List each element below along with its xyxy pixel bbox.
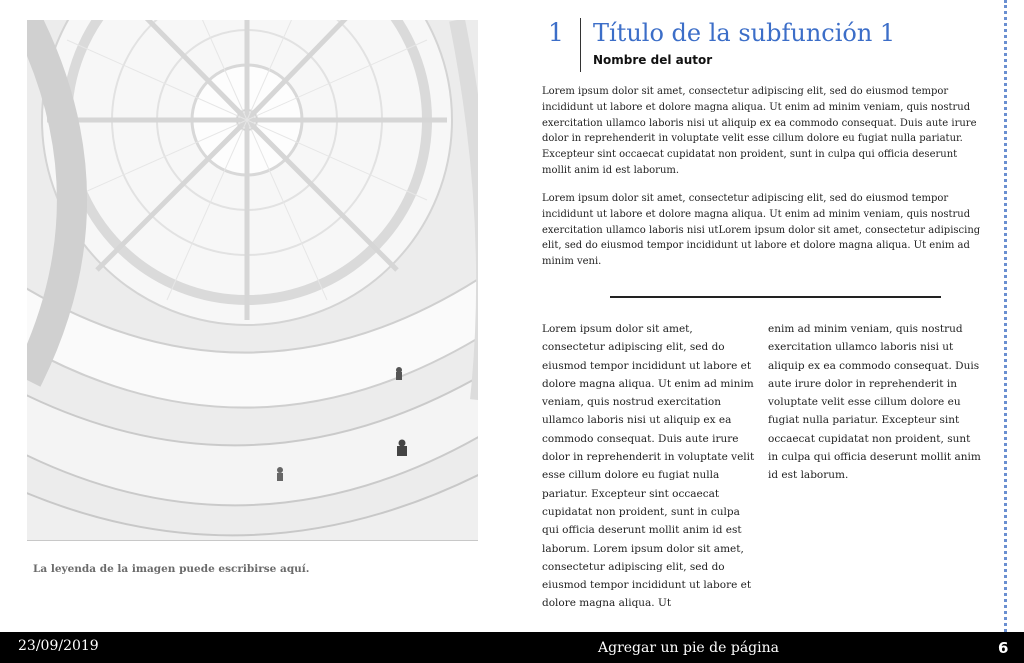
intro-paragraph-2: Lorem ipsum dolor sit amet, consectetur adipiscing elit, sed do eiusmod tempor incididunt ut labore et dolore magna aliqua. Ut enim ad minim veniam, quis nostrud exercitation ullamco laboris nisi utLorem ipsum dolor sit amet, consectetur adipiscing elit, sed do eiusmod tempor incididunt ut labore et dolore magna aliqua. Ut enim ad minim veni. [542, 193, 981, 268]
page-footer [0, 632, 1024, 663]
intro-paragraph-1: Lorem ipsum dolor sit amet, consectetur adipiscing elit, sed do eiusmod tempor incididunt ut labore et dolore magna aliqua. Ut enim ad minim veniam, quis nostrud exercitation ullamco laboris nisi ut aliquip ex ea commodo consequat. Duis aute irure dolor in reprehenderit in voluptate velit esse cillum dolore eu fugiat nulla pariatur. Excepteur sint occaecat cupidatat non proident, sunt in culpa qui officia deserunt mollit anim id est laborum. [542, 86, 977, 176]
image-caption: La leyenda de la imagen puede escribirse aquí. [33, 563, 310, 575]
rotunda-photo [27, 20, 478, 541]
rotunda-skylight-photo-icon [27, 20, 478, 541]
page-number: 6 [998, 639, 1009, 657]
body-column-1: Lorem ipsum dolor sit amet, consectetur adipiscing elit, sed do eiusmod tempor incididunt ut labore et dolore magna aliqua. Ut enim ad minim veniam, quis nostrud exercitation ullamco laboris nisi ut aliquip ex ea commodo consequat. Duis aute irure dolor in reprehenderit in voluptate velit esse cillum dolore eu fugiat nulla pariatur. Excepteur sint occaecat cupidatat non proident, sunt in culpa qui officia deserunt mollit anim id est laborum. Lorem ipsum dolor sit amet, consectetur adipiscing elit, sed do eiusmod tempor incididunt ut labore et dolore magna aliqua. Ut [542, 323, 755, 610]
body-column-2: enim ad minim veniam, quis nostrud exercitation ullamco laboris nisi ut aliquip ex ea commodo consequat. Duis aute irure dolor in reprehenderit in voluptate velit esse cillum dolore eu fugiat nulla pariatur. Excepteur sint occaecat cupidatat non proident, sunt in culpa qui officia deserunt mollit anim id est laborum. [768, 323, 981, 482]
footer-text[interactable]: Agregar un pie de página [598, 640, 779, 656]
section-divider [610, 296, 941, 298]
dotted-page-border [1004, 0, 1007, 632]
title-divider [580, 18, 581, 72]
article-title: Título de la subfunción 1 [593, 19, 896, 47]
section-number: 1 [548, 18, 564, 47]
footer-date: 23/09/2019 [18, 638, 99, 654]
author-name: Nombre del autor [593, 53, 713, 67]
